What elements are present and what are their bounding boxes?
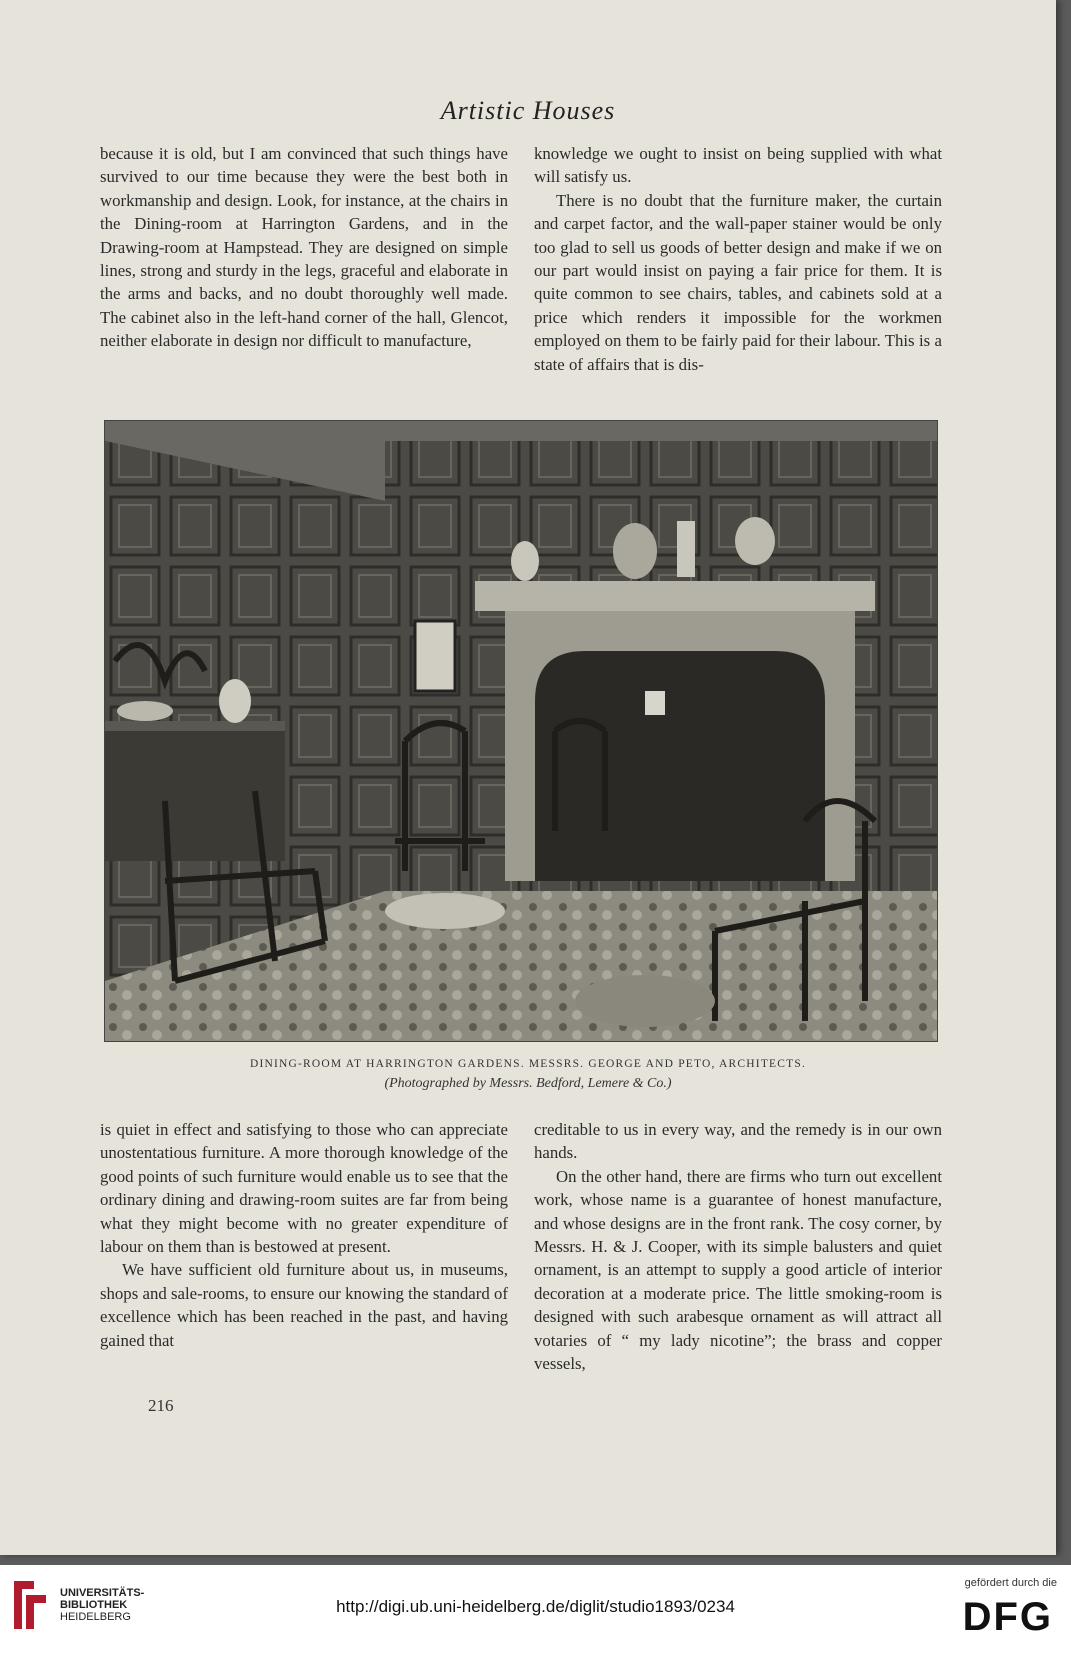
photograph-illustration [105,421,937,1041]
library-name-line: UNIVERSITÄTS- [60,1587,145,1599]
dfg-logo: DFG [962,1595,1053,1639]
running-header: Artistic Houses [440,96,616,125]
library-name-line: BIBLIOTHEK [60,1599,128,1611]
paragraph: is quiet in effect and satisfying to those who can appreciate unostentatious furniture. A more thorough knowledge of the good points of such furniture would enable us to see that the ordinary dining and drawing-room suites are far from being what they might become with no greater expenditure of labour on them than is bestowed at present. [100,1120,508,1257]
library-name-line: HEIDELBERG [60,1611,131,1623]
text-column-top-right [534,142,942,376]
permalink-url[interactable]: http://digi.ub.uni-heidelberg.de/diglit/studio1893/0234 [336,1597,735,1616]
text-column-top-left [100,142,508,353]
paragraph: knowledge we ought to insist on being supplied with what will satisfy us. [534,144,942,187]
paragraph: creditable to us in every way, and the remedy is in our own hands. [534,1120,942,1163]
text-column-bottom-left [100,1118,508,1352]
figure-credit: (Photographed by Messrs. Bedford, Lemere & Co.) [384,1076,672,1091]
text-column-bottom-right [534,1118,942,1375]
paragraph: We have sufficient old furniture about us, in museums, shops and sale-rooms, to ensure our knowing the standard of excellence which has been reached in the past, and having gained that [100,1260,508,1350]
paragraph: because it is old, but I am convinced that such things have survived to our time because they were the best both in workmanship and design. Look, for instance, at the chairs in the Dining-room at Harrington Gardens, and in the Drawing-room at Hampstead. They are designed on simple lines, strong and sturdy in the legs, graceful and elaborate in the arms and backs, and no doubt thoroughly well made. The cabinet also in the left-hand corner of the hall, Glencot, neither elaborate in design nor difficult to manufacture, [100,144,508,351]
page-number: 216 [148,1396,174,1415]
figure-caption: DINING-ROOM AT HARRINGTON GARDENS. MESSRS. GEORGE AND PETO, ARCHITECTS. [249,1058,807,1070]
viewer-footer [0,1565,1071,1659]
paragraph: There is no doubt that the furniture maker, the curtain and carpet factor, and the wall-paper stainer would be only too glad to sell us goods of better design and make if we on our part would insist on paying a fair price for them. It is quite common to see chairs, tables, and cabinets sold at a price which renders it impossible for the workmen employed on them to be fairly paid for their labour. This is a state of affairs that is dis- [534,190,942,374]
paragraph: On the other hand, there are firms who turn out excellent work, whose name is a guarantee of honest manufacture, and whose designs are in the front rank. The cosy corner, by Messrs. H. & J. Cooper, with its simple balusters and quiet ornament, is an attempt to supply a good article of interior decoration at a moderate price. The little smoking-room is designed with such arabesque ornament as will attract all votaries of “ my lady nicotine”; the brass and copper vessels, [534,1166,942,1374]
dining-room-photograph [104,420,938,1042]
sponsor-text: gefördert durch die [964,1577,1057,1589]
